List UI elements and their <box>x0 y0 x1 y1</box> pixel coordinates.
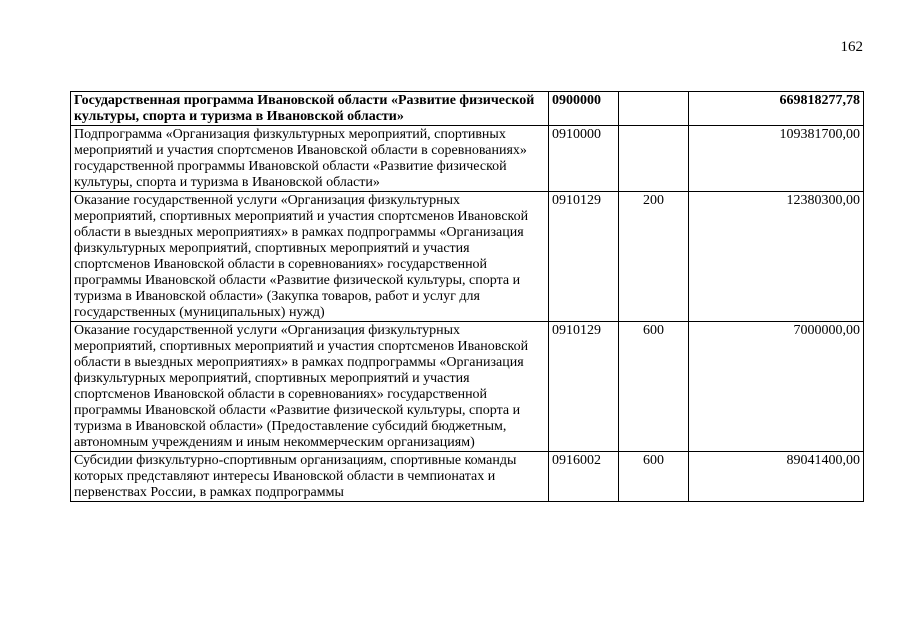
row-type-cell: 200 <box>619 192 689 322</box>
row-type-cell <box>619 126 689 192</box>
row-type-cell: 600 <box>619 452 689 502</box>
row-name-cell: Оказание государственной услуги «Организация физкультурных мероприятий, спортивных мероприятий и участия спортсменов Ивановской области в выездных мероприятиях» в рамках подпрограммы «Организация физкультурных мероприятий, спортивных мероприятий и участия спортсменов Ивановской области в соревнованиях» государственной программы Ивановской области «Развитие физической культуры, спорта и туризма в Ивановской области» (Закупка товаров, работ и услуг для государственных (муниципальных) нужд) <box>71 192 549 322</box>
row-type-cell: 600 <box>619 322 689 452</box>
row-sum-cell: 7000000,00 <box>689 322 864 452</box>
row-sum-cell: 109381700,00 <box>689 126 864 192</box>
row-code-cell: 0900000 <box>549 92 619 126</box>
table-row <box>71 192 864 322</box>
row-code-cell: 0916002 <box>549 452 619 502</box>
row-sum-cell: 12380300,00 <box>689 192 864 322</box>
row-sum-cell: 89041400,00 <box>689 452 864 502</box>
row-name-cell: Субсидии физкультурно-спортивным организациям, спортивные команды которых представляют интересы Ивановской области в чемпионатах и первенствах России, в рамках подпрограммы <box>71 452 549 502</box>
table-row <box>71 322 864 452</box>
table-row-subprogram <box>71 126 864 192</box>
row-type-cell <box>619 92 689 126</box>
table-row-program <box>71 92 864 126</box>
row-name-cell: Оказание государственной услуги «Организация физкультурных мероприятий, спортивных мероприятий и участия спортсменов Ивановской области в выездных мероприятиях» в рамках подпрограммы «Организация физкультурных мероприятий, спортивных мероприятий и участия спортсменов Ивановской области в соревнованиях» государственной программы Ивановской области «Развитие физической культуры, спорта и туризма в Ивановской области» (Предоставление субсидий бюджетным, автономным учреждениям и иным некоммерческим организациям) <box>71 322 549 452</box>
table-row <box>71 452 864 502</box>
row-code-cell: 0910129 <box>549 322 619 452</box>
budget-table <box>70 91 864 502</box>
row-code-cell: 0910129 <box>549 192 619 322</box>
page-number: 162 <box>840 39 863 55</box>
row-sum-cell: 669818277,78 <box>689 92 864 126</box>
row-name-cell: Государственная программа Ивановской области «Развитие физической культуры, спорта и туризма в Ивановской области» <box>71 92 549 126</box>
row-code-cell: 0910000 <box>549 126 619 192</box>
row-name-cell: Подпрограмма «Организация физкультурных мероприятий, спортивных мероприятий и участия спортсменов Ивановской области в соревнованиях» государственной программы Ивановской области «Развитие физической культуры, спорта и туризма в Ивановской области» <box>71 126 549 192</box>
